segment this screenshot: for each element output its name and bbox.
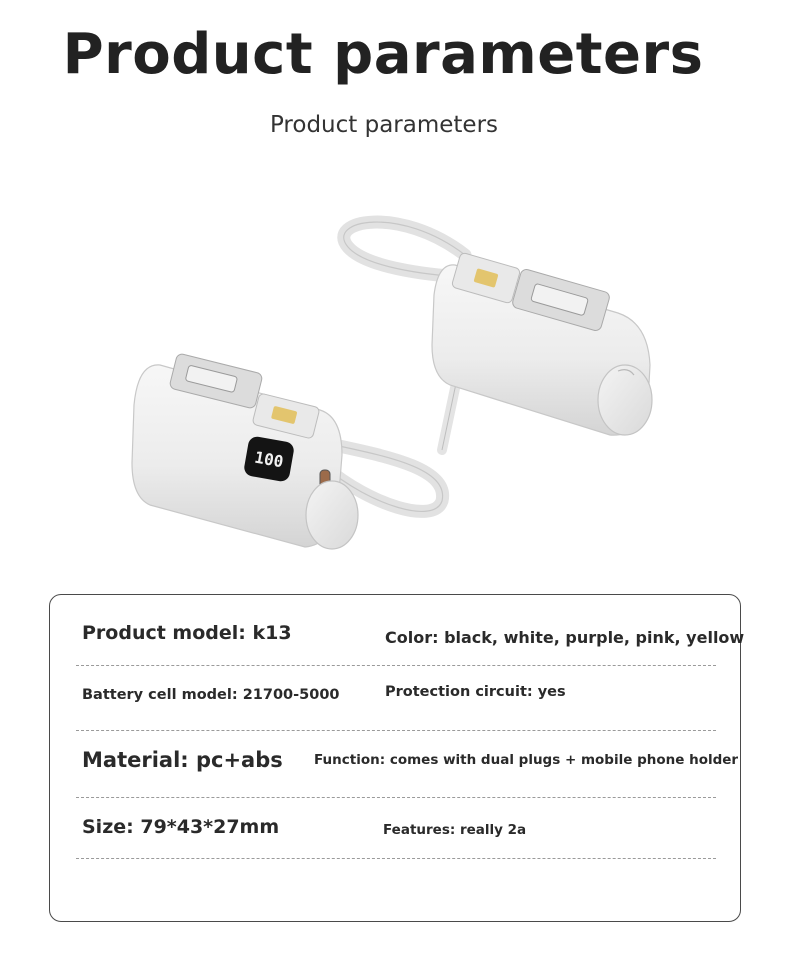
spec-material: Material: pc+abs xyxy=(82,748,283,772)
spec-product-model: Product model: k13 xyxy=(82,622,292,644)
spec-color: Color: black, white, purple, pink, yellow xyxy=(385,628,745,647)
product-image xyxy=(120,205,670,565)
spec-size: Size: 79*43*27mm xyxy=(82,816,280,838)
divider xyxy=(76,665,716,666)
power-bank-back-icon xyxy=(344,222,652,450)
page-subtitle: Product parameters xyxy=(269,112,499,138)
divider xyxy=(76,730,716,731)
power-bank-front-icon xyxy=(132,353,443,549)
spec-function: Function: comes with dual plugs + mobile phone holder xyxy=(314,752,739,768)
spec-features: Features: really 2a xyxy=(383,822,527,838)
divider xyxy=(76,797,716,798)
spec-battery-cell-model: Battery cell model: 21700-5000 xyxy=(82,687,340,703)
spec-protection-circuit: Protection circuit: yes xyxy=(385,684,566,700)
battery-display-text: 100 xyxy=(253,447,285,472)
divider xyxy=(76,858,716,859)
page-title: Product parameters xyxy=(62,22,704,87)
